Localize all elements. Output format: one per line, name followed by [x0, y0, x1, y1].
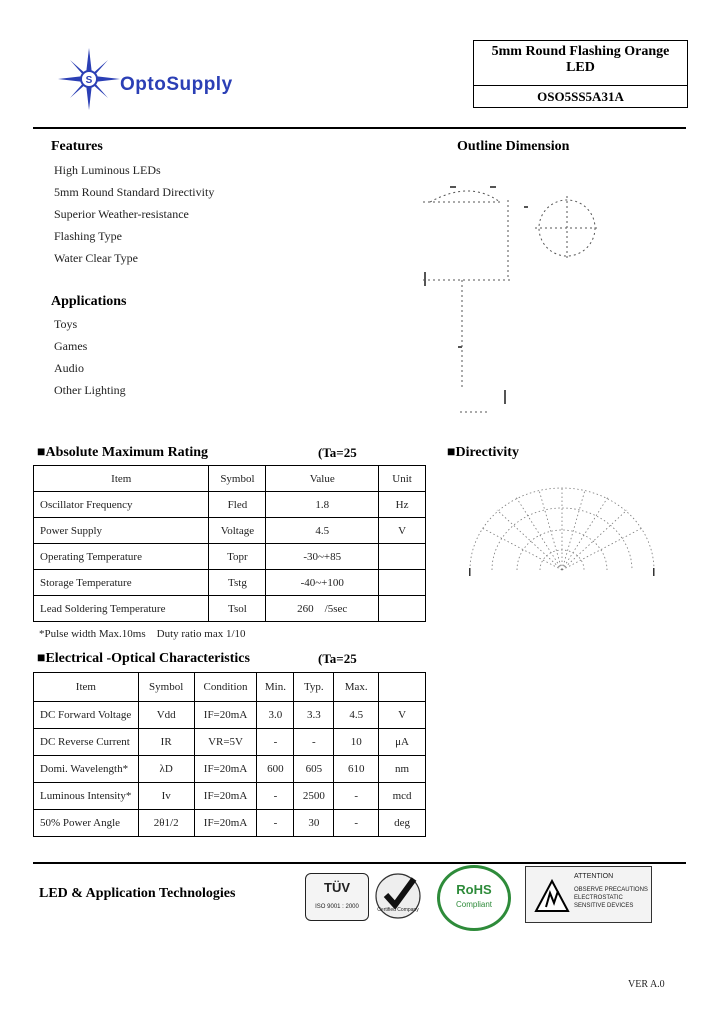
min-cell: - — [257, 729, 294, 756]
unit-cell: deg — [379, 810, 426, 837]
electrical-table — [33, 672, 426, 837]
item-cell: Storage Temperature — [34, 570, 209, 596]
symbol-cell: Voltage — [209, 518, 266, 544]
symbol-cell: Vdd — [138, 702, 194, 729]
typ-cell: 3.3 — [294, 702, 334, 729]
feature-item: 5mm Round Standard Directivity — [54, 185, 215, 199]
features-list — [54, 163, 214, 273]
table-row — [34, 729, 426, 756]
pulse-note: *Pulse width Max.10ms Duty ratio max 1/10 — [39, 628, 246, 640]
application-item: Other Lighting — [54, 383, 126, 397]
table-row — [34, 596, 426, 622]
unit-cell — [379, 570, 426, 596]
iso-label: ISO 9001 : 2000 — [315, 904, 359, 910]
unit-cell: Hz — [379, 492, 426, 518]
symbol-cell: Tsol — [209, 596, 266, 622]
item-cell: Operating Temperature — [34, 544, 209, 570]
header-cell: Symbol — [209, 466, 266, 492]
header-cell: Min. — [257, 673, 294, 702]
version-label: VER A.0 — [628, 979, 665, 990]
outline-heading: Outline Dimension — [457, 139, 570, 154]
header-cell: Max. — [334, 673, 379, 702]
title-box — [473, 40, 688, 108]
item-cell: 50% Power Angle — [34, 810, 139, 837]
rohs-sub-label: Compliant — [455, 900, 492, 909]
max-cell: - — [334, 783, 379, 810]
attention-title: ATTENTION — [574, 873, 614, 880]
value-cell: -40~+100 — [266, 570, 379, 596]
feature-item: High Luminous LEDs — [54, 163, 161, 177]
symbol-cell: λD — [138, 756, 194, 783]
table-row — [34, 570, 426, 596]
item-cell: Lead Soldering Temperature — [34, 596, 209, 622]
item-cell: Oscillator Frequency — [34, 492, 209, 518]
value-cell: 4.5 — [266, 518, 379, 544]
condition-cell: IF=20mA — [194, 702, 257, 729]
esd-attention-box — [525, 866, 652, 923]
company-tagline: LED & Application Technologies — [39, 886, 236, 901]
footer-divider — [33, 862, 686, 864]
unit-cell: μA — [379, 729, 426, 756]
starburst-logo-icon — [58, 48, 120, 110]
application-item: Audio — [54, 361, 84, 375]
feature-item: Superior Weather-resistance — [54, 207, 189, 221]
certified-badge — [372, 871, 424, 921]
value-cell: 260 /5sec — [266, 596, 379, 622]
header-cell: Item — [34, 673, 139, 702]
unit-cell: V — [379, 702, 426, 729]
certified-label: Certified Company — [377, 907, 419, 913]
table-row — [34, 518, 426, 544]
feature-item: Water Clear Type — [54, 251, 138, 265]
table-row — [34, 756, 426, 783]
min-cell: - — [257, 783, 294, 810]
title-line-1: 5mm Round Flashing Orange — [491, 44, 670, 59]
unit-cell — [379, 544, 426, 570]
table-row — [34, 544, 426, 570]
item-cell: Power Supply — [34, 518, 209, 544]
max-cell: 610 — [334, 756, 379, 783]
unit-cell: mcd — [379, 783, 426, 810]
header-cell: Typ. — [294, 673, 334, 702]
symbol-cell: Tstg — [209, 570, 266, 596]
absolute-heading: ■Absolute Maximum Rating — [37, 445, 209, 460]
value-cell: -30~+85 — [266, 544, 379, 570]
title-line-2: LED — [566, 60, 595, 75]
absolute-condition: (Ta=25 — [318, 445, 357, 460]
header-divider — [33, 127, 686, 129]
condition-cell: IF=20mA — [194, 756, 257, 783]
condition-cell: IF=20mA — [194, 810, 257, 837]
attention-line: ELECTROSTATIC — [574, 895, 623, 901]
max-cell: - — [334, 810, 379, 837]
directivity-heading: ■Directivity — [447, 445, 519, 460]
min-cell: 600 — [257, 756, 294, 783]
company-logo — [58, 48, 278, 110]
header-cell: Value — [266, 466, 379, 492]
typ-cell: 2500 — [294, 783, 334, 810]
tuv-iso-badge — [305, 873, 369, 921]
symbol-cell: Fled — [209, 492, 266, 518]
applications-list — [54, 317, 126, 405]
table-row — [34, 810, 426, 837]
applications-heading: Applications — [51, 294, 127, 309]
unit-cell: nm — [379, 756, 426, 783]
symbol-cell: Iv — [138, 783, 194, 810]
item-cell: DC Reverse Current — [34, 729, 139, 756]
electrical-heading: ■Electrical -Optical Characteristics — [37, 651, 250, 666]
min-cell: - — [257, 810, 294, 837]
table-header-row — [34, 466, 426, 492]
unit-cell: V — [379, 518, 426, 544]
max-cell: 4.5 — [334, 702, 379, 729]
symbol-cell: IR — [138, 729, 194, 756]
feature-item: Flashing Type — [54, 229, 122, 243]
item-cell: DC Forward Voltage — [34, 702, 139, 729]
rohs-label: RoHS — [456, 882, 492, 897]
typ-cell: 605 — [294, 756, 334, 783]
table-row — [34, 783, 426, 810]
check-seal-icon — [372, 871, 424, 921]
table-row — [34, 492, 426, 518]
absolute-max-table — [33, 465, 426, 622]
application-item: Games — [54, 339, 88, 353]
application-item: Toys — [54, 317, 78, 331]
rohs-badge — [437, 865, 511, 931]
header-cell: Symbol — [138, 673, 194, 702]
typ-cell: 30 — [294, 810, 334, 837]
value-cell: 1.8 — [266, 492, 379, 518]
symbol-cell: 2θ1/2 — [138, 810, 194, 837]
table-header-row — [34, 673, 426, 702]
symbol-cell: Topr — [209, 544, 266, 570]
min-cell: 3.0 — [257, 702, 294, 729]
header-cell: Item — [34, 466, 209, 492]
attention-line: OBSERVE PRECAUTIONS — [574, 887, 648, 893]
typ-cell: - — [294, 729, 334, 756]
item-cell: Domi. Wavelength* — [34, 756, 139, 783]
tuv-label: TÜV — [324, 880, 350, 895]
part-number: OSO5SS5A31A — [537, 89, 624, 104]
electrical-condition: (Ta=25 — [318, 651, 357, 666]
directivity-diagram — [462, 480, 662, 580]
header-cell: Condition — [194, 673, 257, 702]
item-cell: Luminous Intensity* — [34, 783, 139, 810]
max-cell: 10 — [334, 729, 379, 756]
features-heading: Features — [51, 139, 103, 154]
attention-line: SENSITIVE DEVICES — [574, 903, 634, 909]
svg-text:S: S — [85, 75, 93, 86]
table-row — [34, 702, 426, 729]
header-cell: Unit — [379, 466, 426, 492]
condition-cell: VR=5V — [194, 729, 257, 756]
outline-dimension-drawing — [420, 180, 620, 420]
condition-cell: IF=20mA — [194, 783, 257, 810]
header-cell — [379, 673, 426, 702]
brand-name: OptoSupply — [120, 74, 233, 95]
unit-cell — [379, 596, 426, 622]
esd-warning-icon — [534, 879, 570, 915]
